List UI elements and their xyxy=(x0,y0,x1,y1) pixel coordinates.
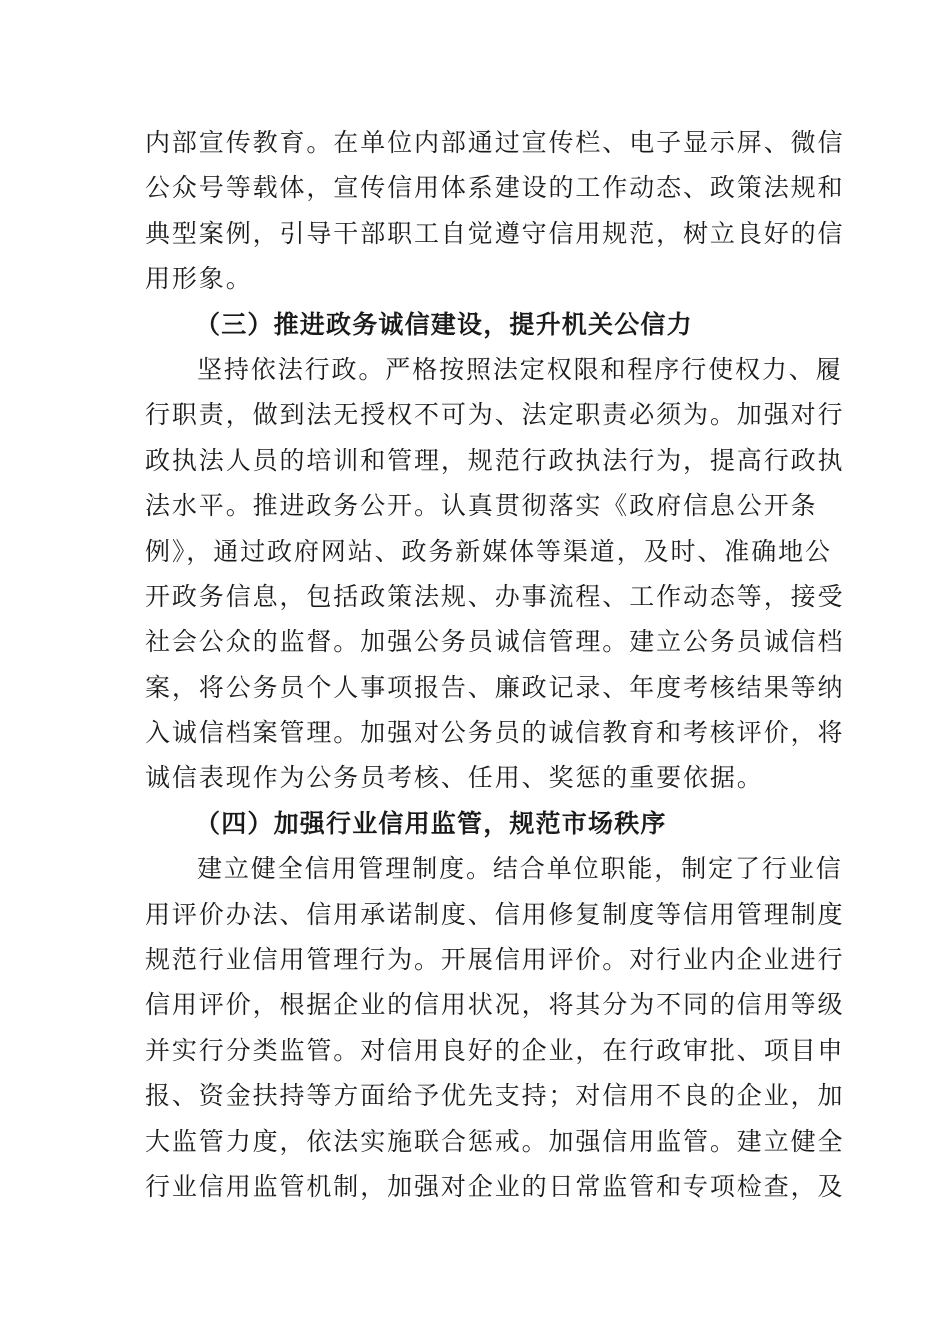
paragraph-industry-credit xyxy=(145,846,845,1209)
paragraph-line: 例》，通过政府网站、政务新媒体等渠道，及时、准确地公 xyxy=(145,536,832,566)
paragraph-line: 并实行分类监管。对信用良好的企业，在行政审批、项目申 xyxy=(145,1035,845,1065)
paragraph-line: 用评价办法、信用承诺制度、信用修复制度等信用管理制度 xyxy=(145,899,845,929)
paragraph-line: 诚信表现作为公务员考核、任用、奖惩的重要依据。 xyxy=(145,763,764,793)
paragraph-line: 规范行业信用管理行为。开展信用评价。对行业内企业进行 xyxy=(145,945,845,975)
document-page xyxy=(145,120,845,1209)
paragraph-line: 大监管力度，依法实施联合惩戒。加强信用监管。建立健全 xyxy=(145,1126,845,1156)
paragraph-line: 政执法人员的培训和管理，规范行政执法行为，提高行政执 xyxy=(145,445,845,475)
paragraph-line: 信用评价，根据企业的信用状况，将其分为不同的信用等级 xyxy=(145,990,845,1020)
paragraph-line: 典型案例，引导干部职工自觉遵守信用规范，树立良好的信 xyxy=(145,218,845,248)
paragraph-line: 用形象。 xyxy=(145,264,253,294)
paragraph-line: 案，将公务员个人事项报告、廉政记录、年度考核结果等纳 xyxy=(145,672,845,702)
paragraph-line: 公众号等载体，宣传信用体系建设的工作动态、政策法规和 xyxy=(145,173,845,203)
paragraph-line: 入诚信档案管理。加强对公务员的诚信教育和考核评价，将 xyxy=(145,718,845,748)
paragraph-line: 建立健全信用管理制度。结合单位职能，制定了行业信 xyxy=(197,854,843,884)
paragraph-line: 坚持依法行政。严格按照法定权限和程序行使权力、履 xyxy=(197,354,843,384)
paragraph-line: 行职责，做到法无授权不可为、法定职责必须为。加强对行 xyxy=(145,400,845,430)
section-heading-3: （三）推进政务诚信建设，提升机关公信力 xyxy=(195,309,693,339)
paragraph-line: 法水平。推进政务公开。认真贯彻落实《政府信息公开条 xyxy=(145,491,818,521)
paragraph-line: 报、资金扶持等方面给予优先支持；对信用不良的企业，加 xyxy=(145,1081,845,1111)
section-heading-4: （四）加强行业信用监管，规范市场秩序 xyxy=(195,808,667,838)
paragraph-line: 开政务信息，包括政策法规、办事流程、工作动态等，接受 xyxy=(145,581,845,611)
paragraph-line: 社会公众的监督。加强公务员诚信管理。建立公务员诚信档 xyxy=(145,627,845,657)
paragraph-line: 内部宣传教育。在单位内部通过宣传栏、电子显示屏、微信 xyxy=(145,128,845,157)
paragraph-government-integrity xyxy=(145,347,845,801)
paragraph-line: 行业信用监管机制，加强对企业的日常监管和专项检查，及 xyxy=(145,1171,845,1201)
paragraph-internal-publicity xyxy=(145,120,845,302)
